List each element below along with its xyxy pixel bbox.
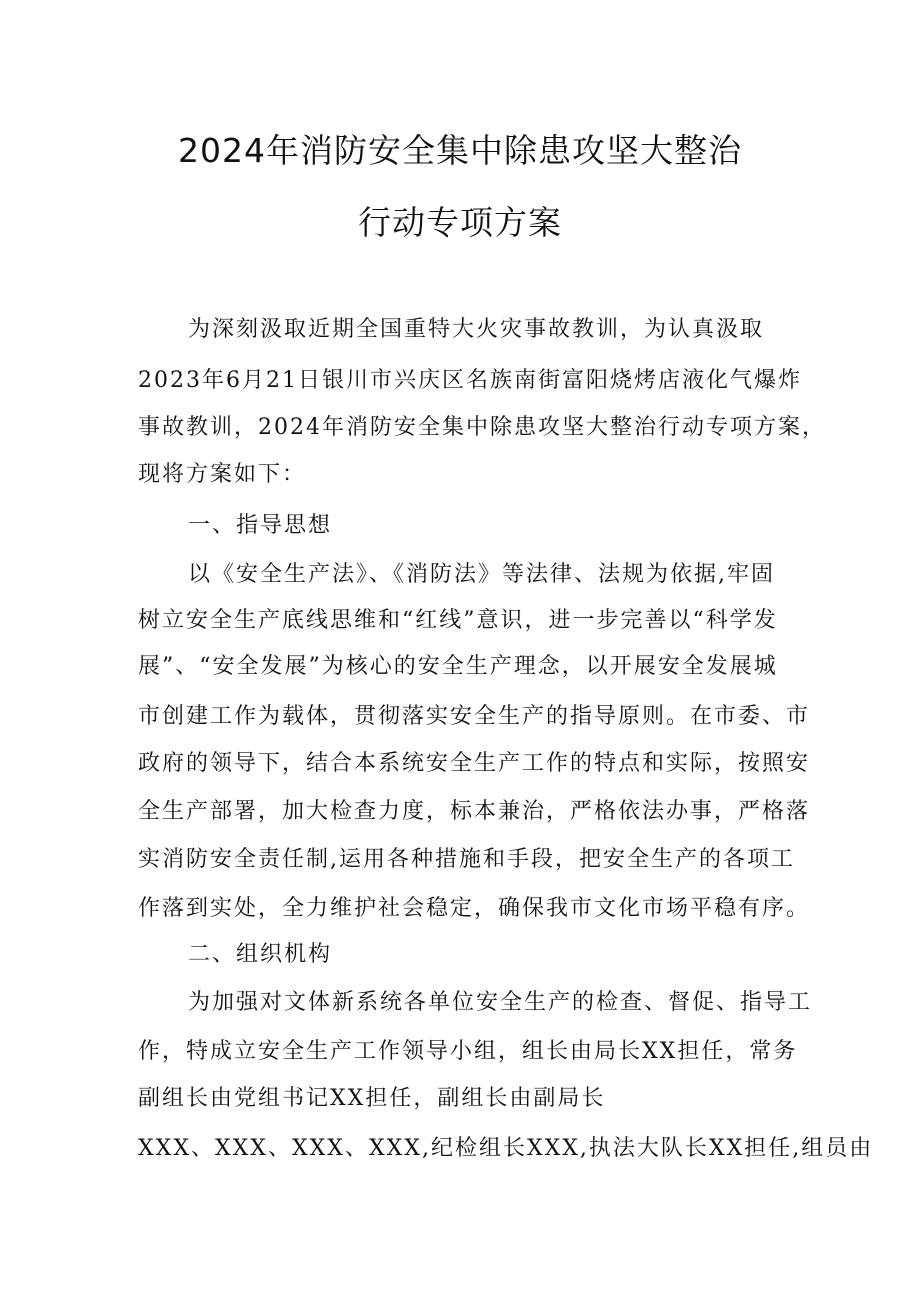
section-heading: 二、组织机构 (188, 942, 333, 967)
paragraph-line: 作，特成立安全生产工作领导小组，组长由局长XX担任，常务 (138, 1039, 798, 1064)
paragraph-line: XXX、XXX、XXX、XXX,纪检组长XXX,执法大队长XX担任,组员由 (138, 1136, 874, 1161)
intro-line: 为深刻汲取近期全国重特大火灾事故教训，为认真汲取 (188, 317, 765, 342)
document-title-line-2: 行动专项方案 (358, 203, 562, 242)
paragraph-line: 为加强对文体新系统各单位安全生产的检查、督促、指导工 (188, 990, 813, 1015)
paragraph-line: 展”、“安全发展”为核心的安全生产理念，以开展安全发展城 (138, 654, 778, 679)
document-title-line-1: 2024年消防安全集中除患攻坚大整治 (178, 131, 742, 170)
paragraph-line: 副组长由党组书记XX担任，副组长由副局长 (138, 1086, 606, 1111)
section-heading: 一、指导思想 (188, 513, 333, 538)
paragraph-line: 作落到实处，全力维护社会稳定，确保我市文化市场平稳有序。 (138, 896, 811, 921)
intro-line: 事故教训，2024年消防安全集中除患攻坚大整治行动专项方案， (138, 415, 826, 440)
paragraph-line: 全生产部署，加大检查力度，标本兼治，严格依法办事，严格落 (138, 799, 811, 824)
paragraph-line: 以《安全生产法》、《消防法》等法律、法规为依据,牢固 (188, 562, 775, 587)
paragraph-line: 政府的领导下，结合本系统安全生产工作的特点和实际，按照安 (138, 751, 811, 776)
intro-line: 现将方案如下： (138, 462, 307, 487)
paragraph-line: 树立安全生产底线思维和“红线”意识，进一步完善以“科学发 (138, 608, 778, 633)
paragraph-line: 市创建工作为载体，贯彻落实安全生产的指导原则。在市委、市 (138, 704, 811, 729)
intro-line: 2023年6月21日银川市兴庆区名族南街富阳烧烤店液化气爆炸 (138, 368, 802, 393)
paragraph-line: 实消防安全责任制,运用各种措施和手段，把安全生产的各项工 (138, 847, 795, 872)
